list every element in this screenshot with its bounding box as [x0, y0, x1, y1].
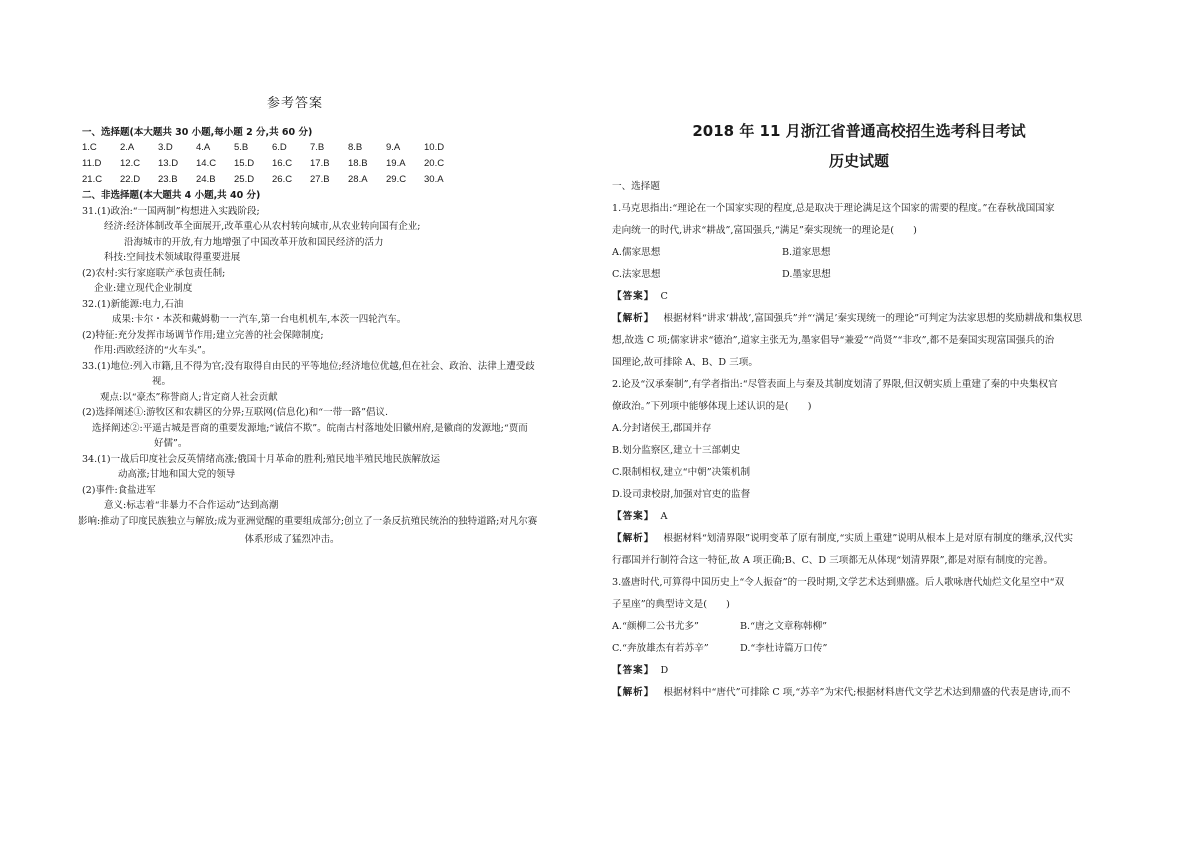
option-c: C.“奔放雄杰有若苏辛” — [612, 643, 709, 654]
section-heading-nonchoice: 二、非选择题(本大题共 4 小题,共 40 分) — [82, 190, 261, 201]
option-d: D.设司隶校尉,加强对官吏的监督 — [612, 489, 751, 500]
mc-answer: 9.A — [386, 142, 401, 153]
mc-answer: 23.B — [158, 174, 178, 185]
answer-row — [612, 660, 1106, 682]
mc-answer: 24.B — [196, 174, 216, 185]
options-row — [612, 616, 1106, 638]
answer-value: D — [660, 665, 669, 676]
question-text: 1.马克思指出:“理论在一个国家实现的程度,总是取决于理论满足这个国家的需要的程度。”在春秋战国国家 — [612, 203, 1055, 214]
answer-line: 32.(1)新能源:电力,石油 — [82, 298, 184, 310]
mc-answer: 25.D — [234, 174, 255, 185]
mc-answer: 20.C — [424, 158, 445, 169]
explanation-label: 【解析】 — [612, 313, 655, 324]
mc-answer: 19.A — [386, 158, 406, 169]
exam-subtitle: 历史试题 — [828, 152, 889, 170]
mc-answer: 7.B — [310, 142, 325, 153]
mc-answer: 8.B — [348, 142, 363, 153]
mc-answer: 29.C — [386, 174, 407, 185]
answer-line: 好儒”。 — [154, 438, 188, 449]
answer-line: 34.(1)一战后印度社会反英情绪高涨;俄国十月革命的胜利;殖民地半殖民地民族解放运 — [82, 453, 440, 465]
option-c: C.限制相权,建立“中朝”决策机制 — [612, 467, 751, 478]
answer-line: 31.(1)政治:“一国两制”构想进入实践阶段; — [82, 205, 260, 217]
answer-label: 【答案】 — [612, 665, 655, 676]
explanation-text: 根据材料“划清界限”说明变革了原有制度,“实质上重建”说明从根本上是对原有制度的继承,汉代实 — [663, 533, 1073, 544]
answer-line: (2)事件:食盐进军 — [82, 484, 156, 496]
mc-answer: 2.A — [120, 142, 135, 153]
answer-line: 作用:西欧经济的“火车头”。 — [94, 345, 212, 356]
mc-answer: 4.A — [196, 142, 211, 153]
mc-answer: 3.D — [158, 142, 173, 153]
answer-value: C — [660, 291, 668, 302]
mc-answer: 30.A — [424, 174, 444, 185]
answer-line: 经济:经济体制改革全面展开,改革重心从农村转向城市,从农业转向国有企业; — [104, 221, 421, 232]
exam-title: 2018 年 11 月浙江省普通高校招生选考科目考试 — [692, 122, 1026, 140]
answer-line: 意义:标志着“非暴力不合作运动”达到高潮 — [104, 500, 279, 511]
question-text: 2.论及“汉承秦制”,有学者指出:“尽管表面上与秦及其制度划清了界限,但汉朝实质上重建了秦的中央集权官 — [612, 379, 1058, 390]
answer-label: 【答案】 — [612, 291, 655, 302]
answer-line: 企业:建立现代企业制度 — [94, 283, 193, 294]
answer-line: 科技:空间技术领域取得重要进展 — [104, 252, 241, 263]
answer-line: 观点:以“豪杰”称誉商人;肯定商人社会贡献 — [100, 391, 278, 403]
answer-value: A — [660, 511, 668, 522]
options-row — [612, 264, 1106, 286]
explanation-line — [612, 682, 1106, 704]
mc-answer: 12.C — [120, 158, 141, 169]
answer-line: (2)选择阐述①:游牧区和农耕区的分界;互联网(信息化)和“一带一路”倡议. — [82, 407, 389, 418]
mc-answer: 17.B — [310, 158, 330, 169]
options-row — [612, 242, 1106, 264]
answer-line: (2)特征:充分发挥市场调节作用;建立完善的社会保障制度; — [82, 329, 324, 341]
answer-line: 成果:卡尔・本茨和戴姆勒一一汽车,第一台电机机车,本茨一四轮汽车。 — [112, 314, 407, 325]
option-d: D.“李杜诗篇万口传” — [740, 643, 828, 654]
mc-answer: 27.B — [310, 174, 330, 185]
question-text: 子星座”的典型诗文是( ) — [612, 599, 730, 610]
mc-answer: 22.D — [120, 174, 141, 185]
explanation-text: 根据材料“讲求‘耕战’,富国强兵”并“‘满足’秦实现统一的理论”可判定为法家思想的奖励耕战和集权思 — [663, 313, 1083, 324]
answer-key-title: 参考答案 — [266, 96, 323, 111]
mc-answer: 11.D — [82, 158, 102, 169]
section-heading: 一、选择题 — [612, 181, 660, 192]
answer-line: 33.(1)地位:列入市籍,且不得为官;没有取得自由民的平等地位;经济地位优越,但在社会、政治、法律上遭受歧 — [82, 360, 535, 372]
mc-answer: 13.D — [158, 158, 179, 169]
answer-line: (2)农村:实行家庭联产承包责任制; — [82, 267, 226, 279]
option-d: D.墨家思想 — [782, 269, 831, 280]
explanation-line: 国理论,故可排除 A、B、D 三项。 — [612, 357, 758, 368]
mc-answer: 1.C — [82, 142, 97, 153]
question-text: 僚政治。”下列项中能够体现上述认识的是( ) — [612, 401, 812, 412]
answer-line: 动高涨;甘地和国大党的领导 — [118, 469, 236, 480]
question-text: 走向统一的时代,讲求“耕战”,富国强兵,“满足”秦实现统一的理论是( ) — [612, 225, 917, 236]
mc-answer: 15.D — [234, 158, 255, 169]
option-c: C.法家思想 — [612, 269, 661, 280]
mc-answer: 10.D — [424, 142, 445, 153]
answer-line: 体系形成了猛烈冲击。 — [244, 534, 340, 545]
mc-answer: 14.C — [196, 158, 217, 169]
option-b: B.道家思想 — [782, 247, 831, 258]
answer-line: 沿海城市的开放,有力地增强了中国改革开放和国民经济的活力 — [124, 236, 384, 248]
mc-answer: 21.C — [82, 174, 103, 185]
question-text: 3.盛唐时代,可算得中国历史上“令人振奋”的一段时期,文学艺术达到鼎盛。后人歌咏唐代灿烂文化星空中“双 — [612, 577, 1065, 588]
answer-label: 【答案】 — [612, 511, 655, 522]
answer-row — [612, 506, 1106, 528]
answer-line: 选择阐述②:平遥古城是晋商的重要发源地;“诚信不欺”。皖南古村落地处旧徽州府,是徽商的发源地;“贾而 — [92, 422, 528, 434]
mc-answer: 5.B — [234, 142, 249, 153]
multiple-choice-answer-grid — [82, 140, 502, 188]
answer-key-column — [78, 96, 538, 548]
option-a: A.分封诸侯王,郡国并存 — [612, 423, 712, 434]
option-b: B.“唐之文章称韩柳” — [740, 621, 828, 632]
answer-row — [612, 286, 1106, 308]
mc-answer: 26.C — [272, 174, 293, 185]
explanation-line: 想,故选 C 项;儒家讲求“德治”,道家主张无为,墨家倡导“兼爱”“尚贤”“非攻”,都不是秦国实现富国强兵的治 — [612, 335, 1055, 346]
mc-answer: 16.C — [272, 158, 293, 169]
mc-answer: 6.D — [272, 142, 287, 153]
answer-line: 影响:推动了印度民族独立与解放;成为亚洲觉醒的重要组成部分;创立了一条反抗殖民统治的独特道路;对凡尔赛 — [78, 515, 538, 527]
section-heading-choice: 一、选择题(本大题共 30 小题,每小题 2 分,共 60 分) — [82, 126, 313, 138]
option-b: B.划分监察区,建立十三部刺史 — [612, 445, 741, 456]
explanation-line — [612, 308, 1106, 330]
mc-answer: 28.A — [348, 174, 368, 185]
explanation-text: 根据材料中“唐代”可排除 C 项,“苏辛”为宋代;根据材料唐代文学艺术达到鼎盛的代表是唐诗,而不 — [663, 687, 1071, 698]
option-a: A.儒家思想 — [612, 247, 661, 258]
explanation-line — [612, 528, 1106, 550]
mc-answer: 18.B — [348, 158, 368, 169]
options-row — [612, 638, 1106, 660]
answer-line: 视。 — [152, 376, 172, 387]
explanation-label: 【解析】 — [612, 533, 655, 544]
explanation-line: 行郡国并行制符合这一特征,故 A 项正确;B、C、D 三项都无从体现“划清界限”,都是对原有制度的完善。 — [612, 555, 1054, 566]
option-a: A.“颜柳二公书尤多” — [612, 621, 699, 632]
exam-column — [612, 118, 1106, 704]
explanation-label: 【解析】 — [612, 687, 655, 698]
